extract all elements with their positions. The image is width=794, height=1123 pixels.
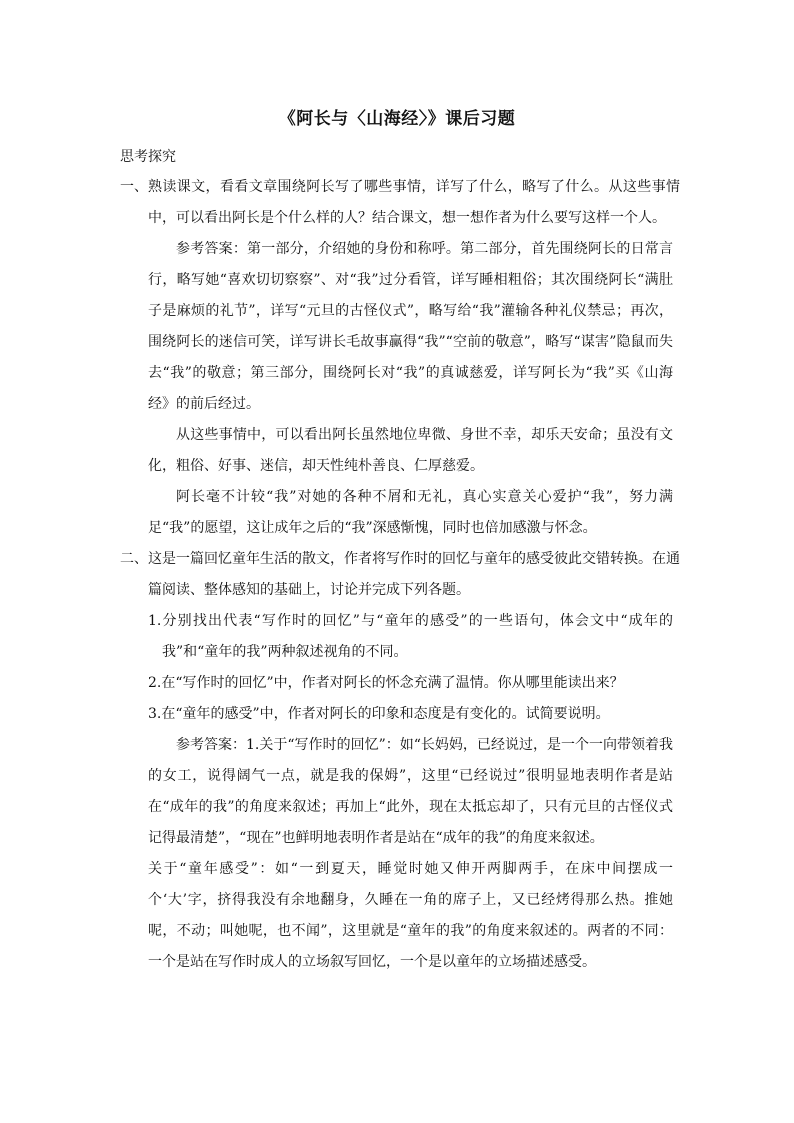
- document-title: 《阿长与〈山海经〉》课后习题: [278, 109, 516, 129]
- question-2-number: 二、: [120, 551, 148, 567]
- question-1-answer-p2: 从这些事情中，可以看出阿长虽然地位卑微、身世不幸，却乐天安命；虽没有文化，粗俗、好事、迷信，却天性纯朴善良、仁厚慈爱。: [148, 427, 673, 474]
- question-2-answer-a: 参考答案：1.关于“写作时的回忆”：如“长妈妈，已经说过，是一个一向带领着我的女工，说得阔气一点，就是我的保姆”，这里“已经说过”很明显地表明作者是站在“成年的我”的角度来叙述；再加上“此外，现在太抵忘却了，只有元旦的古怪仪式记得最清楚”，“现在”也鲜明地表明作者是站在“成年的我”的角度来叙述。: [148, 737, 673, 846]
- question-2-sub-3: [148, 699, 673, 730]
- question-2-sub-2: [148, 668, 673, 699]
- question-1: [120, 172, 680, 234]
- question-2-sub-1: [148, 606, 673, 668]
- question-2-sub-1-text: 1.分别找出代表“写作时的回忆”与“童年的感受”的一些语句，体会文中“成年的我”和“童年的我”两种叙述视角的不同。: [148, 613, 673, 660]
- question-1-text: 熟读课文，看看文章围绕阿长写了哪些事情，详写了什么，略写了什么。从这些事情中，可以看出阿长是个什么样的人？结合课文，想一想作者为什么要写这样一个人。: [148, 179, 680, 226]
- question-2-sub-2-text: 2.在“写作时的回忆”中，作者对阿长的怀念充满了温情。你从哪里能读出来？: [148, 675, 624, 691]
- question-1-answer-p3: 阿长毫不计较“我”对她的各种不屑和无礼，真心实意关心爱护“我”，努力满足“我”的愿望，这让成年之后的“我”深感惭愧，同时也倍加感激与怀念。: [148, 489, 673, 536]
- question-2: [120, 544, 680, 606]
- question-1-answer-p1: 参考答案：第一部分，介绍她的身份和称呼。第二部分，首先围绕阿长的日常言行，略写她“喜欢切切察察”、对“我”过分看管，详写睡相粗俗；其次围绕阿长“满肚子是麻烦的礼节”，详写“元旦的古怪仪式”，略写给“我”灌输各种礼仪禁忌；再次，围绕阿长的迷信可笑，详写讲长毛故事赢得“我”“空前的敬意”，略写“谋害”隐鼠而失去“我”的敬意；第三部分，围绕阿长对“我”的真诚慈爱，详写阿长为“我”买《山海经》的前后经过。: [148, 241, 673, 412]
- question-2-answer-b: 关于“童年感受”：如“一到夏天，睡觉时她又伸开两脚两手，在床中间摆成一个‘大’字，挤得我没有余地翻身，久睡在一角的席子上，又已经烤得那么热。推她呢，不动；叫她呢，也不闻”，这里就是“童年的我”的角度来叙述的。两者的不同：一个是站在写作时成人的立场叙写回忆，一个是以童年的立场描述感受。: [148, 861, 673, 970]
- question-2-sub-3-text: 3.在“童年的感受”中，作者对阿长的印象和态度是有变化的。试简要说明。: [148, 706, 610, 722]
- question-2-text: 这是一篇回忆童年生活的散文，作者将写作时的回忆与童年的感受彼此交错转换。在通篇阅读、整体感知的基础上，讨论并完成下列各题。: [148, 551, 680, 598]
- section-label: 思考探究: [120, 149, 176, 165]
- question-1-number: 一、: [120, 179, 148, 195]
